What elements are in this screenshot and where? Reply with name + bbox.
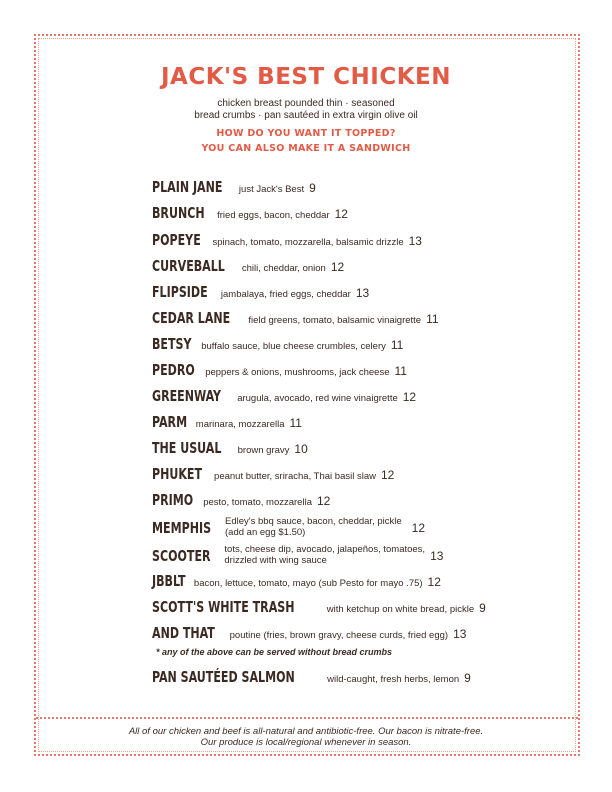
item-description: arugula, avocado, red wine vinaigrette: [237, 393, 398, 404]
item-price: 11: [390, 338, 404, 352]
item-name: THE USUAL: [152, 439, 222, 457]
item-description: wild-caught, fresh herbs, lemon: [327, 674, 460, 685]
menu-item-the-usual: [152, 439, 308, 457]
menu-item-pan-sauteed-salmon: [152, 668, 471, 686]
item-price: 9: [464, 671, 471, 685]
item-description: peppers & onions, mushrooms, jack cheese: [205, 367, 390, 378]
item-price: 10: [294, 442, 308, 456]
item-description: fried eggs, bacon, cheddar: [217, 210, 330, 221]
subtitle-line-2: bread crumbs · pan sautéed in extra virgin olive oil: [194, 110, 418, 121]
item-name: CURVEBALL: [152, 257, 225, 275]
footer-produce-note: Our produce is local/regional whenever in season.: [200, 737, 412, 748]
menu-item-parm: [152, 413, 302, 431]
item-description-line-1: Edley's bbq sauce, bacon, cheddar, pickle: [225, 516, 402, 527]
item-price: 12: [402, 390, 417, 404]
item-description-line-2: drizzled with wing sauce: [224, 554, 327, 566]
menu-item-primo: [152, 491, 330, 509]
item-name: AND THAT: [152, 624, 215, 642]
menu-item-flipside: [152, 283, 369, 301]
menu-item-scooter: [152, 545, 443, 566]
item-name: SCOTT'S WHITE TRASH: [152, 598, 295, 616]
item-price: 12: [380, 468, 395, 482]
item-description: buffalo sauce, blue cheese crumbles, celery: [201, 341, 386, 352]
item-name: BETSY: [152, 335, 192, 353]
item-name: SCOOTER: [152, 546, 211, 565]
item-price: 11: [394, 364, 407, 378]
item-name: POPEYE: [152, 231, 201, 249]
item-price: 9: [309, 181, 316, 195]
item-description: just Jack's Best: [238, 184, 305, 195]
item-description-line-1: tots, cheese dip, avocado, jalapeños, tomatoes,: [224, 544, 426, 555]
item-price: 12: [427, 575, 441, 589]
item-price: 12: [334, 207, 348, 221]
item-description: with ketchup on white bread, pickle: [326, 604, 475, 615]
item-description: [225, 517, 402, 538]
item-name: PARM: [152, 413, 188, 431]
item-description: marinara, mozzarella: [195, 419, 285, 430]
item-name: MEMPHIS: [152, 518, 212, 537]
item-name: PLAIN JANE: [152, 178, 223, 196]
item-price: 12: [330, 260, 345, 274]
item-description: [224, 545, 425, 566]
menu-item-plain-jane: [152, 178, 316, 196]
item-name: PAN SAUTÉED SALMON: [152, 668, 295, 686]
item-name: JBBLT: [152, 572, 186, 590]
item-description: spinach, tomato, mozzarella, balsamic drizzle: [212, 237, 404, 248]
item-name: GREENWAY: [152, 387, 222, 405]
item-name: BRUNCH: [152, 204, 205, 222]
item-price: 9: [479, 601, 486, 615]
menu-title: JACK'S BEST CHICKEN: [160, 64, 452, 90]
item-description: peanut butter, sriracha, Thai basil slaw: [214, 471, 376, 482]
item-description: brown gravy: [237, 445, 290, 456]
menu-item-pedro: [152, 361, 407, 379]
menu-item-greenway: [152, 387, 416, 405]
item-description: jambalaya, fried eggs, cheddar: [220, 289, 351, 300]
item-price: 11: [426, 312, 439, 326]
menu-item-phuket: [152, 465, 394, 483]
item-name: CEDAR LANE: [152, 309, 231, 327]
item-price: 13: [408, 234, 422, 248]
item-description-line-2: (add an egg $1.50): [225, 526, 306, 538]
item-name: PRIMO: [152, 491, 194, 509]
menu-item-jbblt: [152, 572, 441, 590]
menu-item-and-that: [152, 624, 466, 642]
menu-item-brunch: [152, 204, 348, 222]
footer-sourcing-note: All of our chicken and beef is all-natural and antibiotic-free. Our bacon is nitrate-free.: [128, 726, 484, 737]
item-name: FLIPSIDE: [152, 283, 208, 301]
item-price: 13: [453, 627, 467, 641]
sandwich-note: YOU CAN ALSO MAKE IT A SANDWICH: [201, 143, 411, 154]
menu-item-scotts-white-trash: [152, 598, 486, 616]
item-price: 12: [316, 494, 331, 508]
item-name: PEDRO: [152, 361, 195, 379]
item-description: bacon, lettuce, tomato, mayo (sub Pesto for mayo .75): [193, 578, 423, 589]
item-description: poutine (fries, brown gravy, cheese curds, fried egg): [229, 630, 449, 641]
menu-item-curveball: [152, 257, 344, 275]
item-description: field greens, tomato, balsamic vinaigrette: [248, 315, 422, 326]
menu-item-popeye: [152, 231, 422, 249]
topping-question: HOW DO YOU WANT IT TOPPED?: [216, 128, 396, 139]
item-price: 13: [430, 548, 444, 563]
item-name: PHUKET: [152, 465, 203, 483]
item-description: pesto, tomato, mozzarella: [203, 497, 312, 508]
item-price: 12: [411, 520, 425, 535]
item-description: chili, cheddar, onion: [241, 263, 326, 274]
menu-item-memphis: [152, 517, 425, 538]
menu-item-betsy: [152, 335, 403, 353]
bread-crumbs-note: * any of the above can be served without bread crumbs: [156, 647, 393, 657]
item-price: 11: [289, 416, 302, 430]
item-price: 13: [355, 286, 370, 300]
subtitle-line-1: chicken breast pounded thin · seasoned: [217, 98, 395, 109]
menu-item-cedar-lane: [152, 309, 439, 327]
footer-divider: [36, 717, 578, 719]
